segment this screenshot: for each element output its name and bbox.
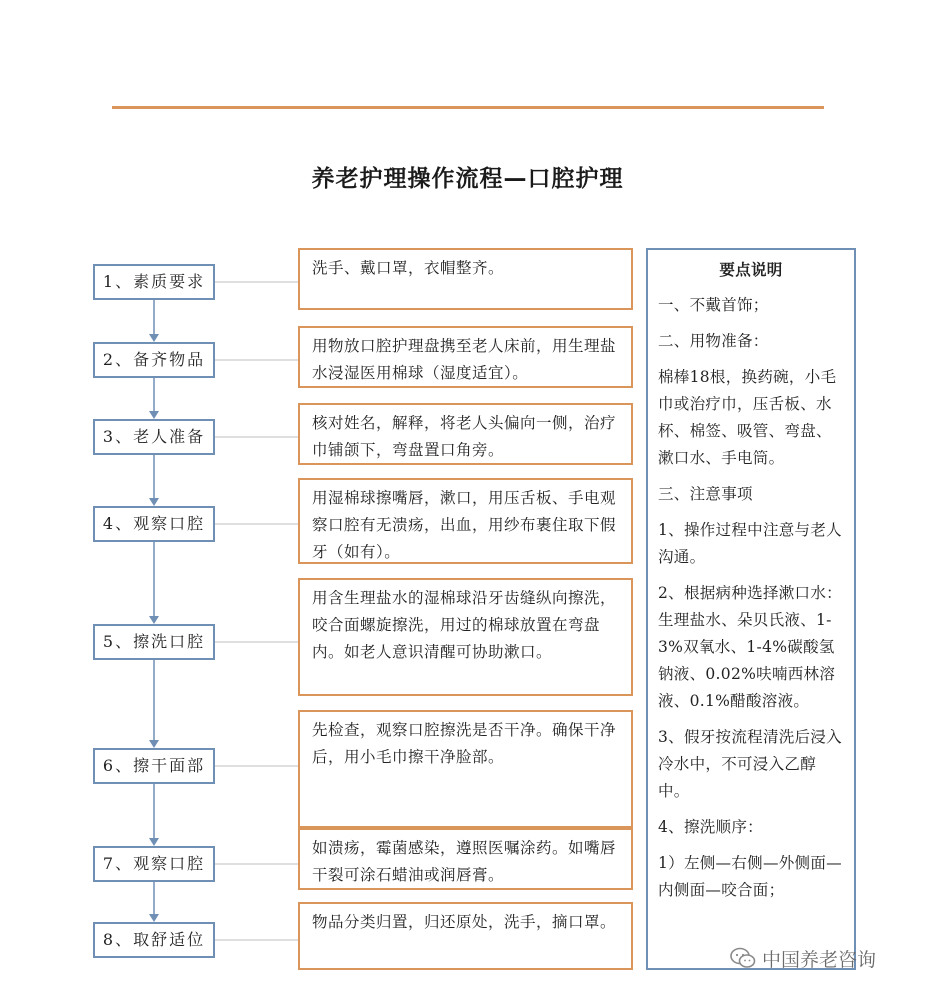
step-box-7: 7、观察口腔 — [93, 846, 215, 882]
step-desc-7: 如溃疡，霉菌感染，遵照医嘱涂药。如嘴唇干裂可涂石蜡油或润唇膏。 — [298, 828, 633, 890]
step-box-3: 3、老人准备 — [93, 419, 215, 455]
note-item-7: 3、假牙按流程清洗后浸入冷水中，不可浸入乙醇中。 — [658, 728, 842, 800]
note-item-3: 棉棒18根，换药碗，小毛巾或治疗巾，压舌板、水杯、棉签、吸管、弯盘、漱口水、手电筒。 — [658, 368, 837, 467]
step-box-8: 8、取舒适位 — [93, 922, 215, 958]
wechat-icon — [730, 947, 756, 969]
step-box-5: 5、擦洗口腔 — [93, 624, 215, 660]
flow-arrow-head-3 — [149, 498, 159, 506]
note-item-6: 2、根据病种选择漱口水：生理盐水、朵贝氏液、1-3%双氧水、1-4%碳酸氢钠液、0.02%呋喃西林溶液、0.1%醋酸溶液。 — [658, 584, 842, 710]
page-title: 养老护理操作流程—口腔护理 — [311, 166, 624, 192]
step-desc-5: 用含生理盐水的湿棉球沿牙齿缝纵向擦洗，咬合面螺旋擦洗，用过的棉球放置在弯盘内。如老人意识清醒可协助漱口。 — [298, 578, 633, 696]
note-item-4: 三、注意事项 — [658, 485, 753, 503]
flow-arrow-head-5 — [149, 740, 159, 748]
flow-arrow-head-4 — [149, 616, 159, 624]
notes-title: 要点说明 — [719, 260, 783, 279]
watermark — [730, 944, 876, 972]
step-desc-3: 核对姓名，解释，将老人头偏向一侧，治疗巾铺颌下，弯盘置口角旁。 — [298, 403, 633, 465]
notes-list — [658, 292, 844, 904]
step-desc-4: 用湿棉球擦嘴唇，漱口，用压舌板、手电观察口腔有无溃疡，出血，用纱布裹住取下假牙（如有）。 — [298, 478, 633, 564]
note-item-9: 1）左侧—右侧—外侧面—内侧面—咬合面； — [658, 854, 842, 899]
flow-arrow-head-7 — [149, 914, 159, 922]
step-box-2: 2、备齐物品 — [93, 342, 215, 378]
step-desc-6: 先检查，观察口腔擦洗是否干净。确保干净后，用小毛巾擦干净脸部。 — [298, 710, 633, 828]
flow-arrow-head-2 — [149, 411, 159, 419]
step-desc-8: 物品分类归置，归还原处，洗手，摘口罩。 — [298, 902, 633, 970]
step-box-6: 6、擦干面部 — [93, 748, 215, 784]
note-item-8: 4、擦洗顺序： — [658, 818, 763, 836]
step-box-4: 4、观察口腔 — [93, 506, 215, 542]
note-item-2: 二、用物准备： — [658, 332, 769, 350]
step-desc-2: 用物放口腔护理盘携至老人床前，用生理盐水浸湿医用棉球（湿度适宜）。 — [298, 326, 633, 388]
watermark-text: 中国养老咨询 — [762, 948, 877, 971]
step-box-1: 1、素质要求 — [93, 264, 215, 300]
note-item-1: 一、不戴首饰； — [658, 296, 769, 314]
notes-panel — [646, 248, 856, 970]
note-item-5: 1、操作过程中注意与老人沟通。 — [658, 521, 842, 566]
step-desc-1: 洗手、戴口罩，衣帽整齐。 — [298, 248, 633, 310]
flow-arrow-head-1 — [149, 334, 159, 342]
flow-arrow-head-6 — [149, 838, 159, 846]
